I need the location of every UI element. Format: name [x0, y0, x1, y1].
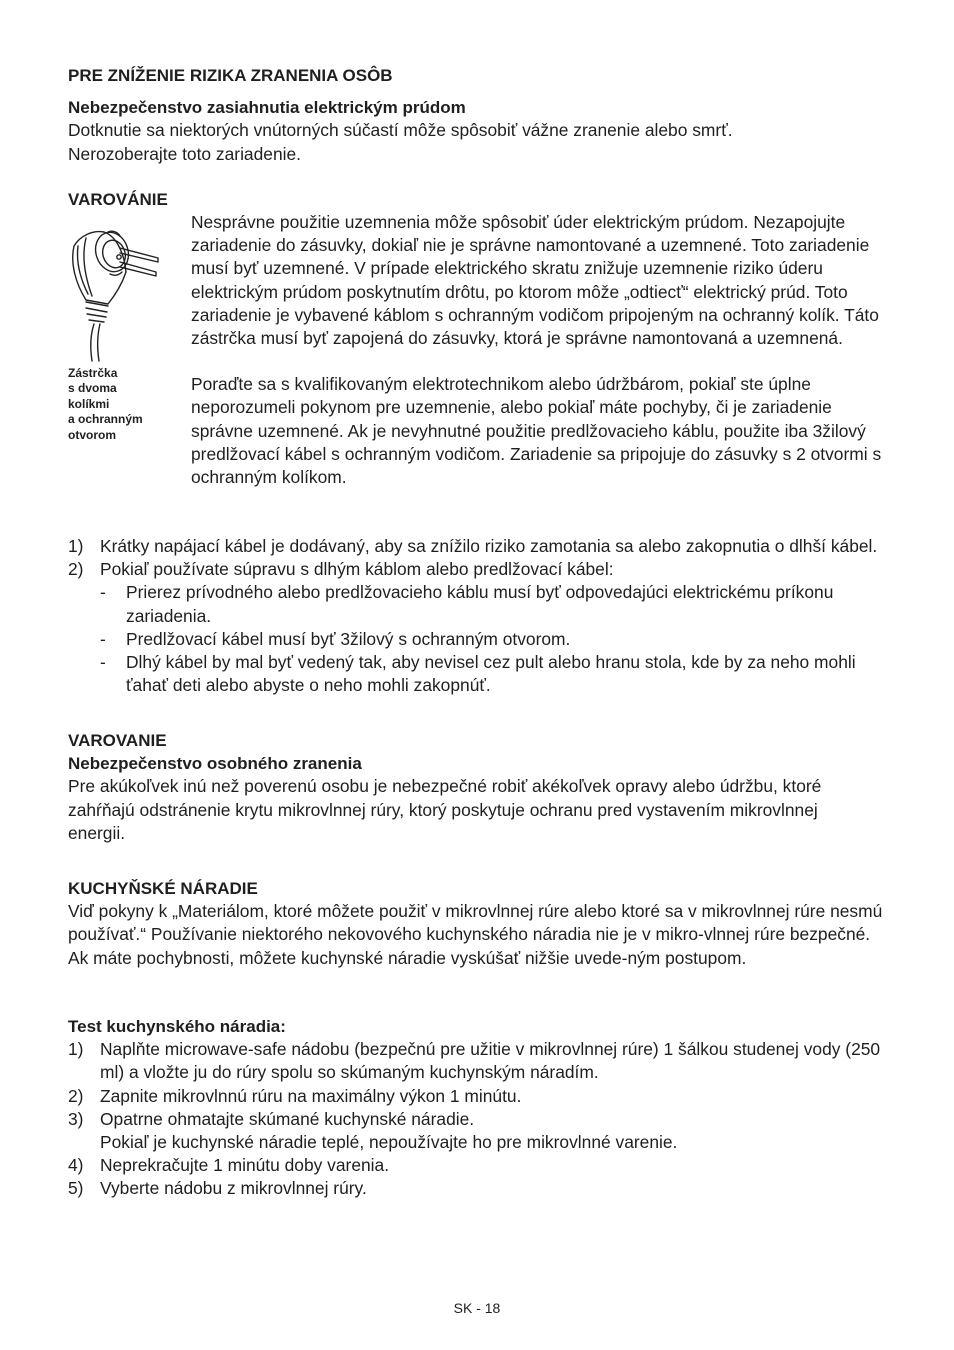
subheading-personal-injury: Nebezpečenstvo osobného zranenia [68, 754, 362, 774]
caption-line: a ochranným [68, 412, 143, 427]
heading-risk: PRE ZNÍŽENIE RIZIKA ZRANENIA OSÔB [68, 66, 393, 85]
section-personal-injury [68, 729, 894, 845]
paragraph-electric-shock: Dotknutie sa niektorých vnútorných súčastí môže spôsobiť vážne zranenie alebo smrť. Nerozoberajte toto zariadenie. [68, 120, 733, 164]
list-text: Opatrne ohmatajte skúmané kuchynské náradie. [100, 1108, 475, 1129]
dash-text: Dlhý kábel by mal byť vedený tak, aby nevisel cez pult alebo hranu stola, kde by za neho mohli ťahať deti alebo abyste o neho mohli zakopnúť. [126, 652, 856, 696]
caption-line: Zástrčka [68, 366, 118, 380]
plug-caption [68, 366, 178, 443]
list-number: 5) [68, 1178, 84, 1199]
list-text: Neprekračujte 1 minútu doby varenia. [100, 1155, 390, 1176]
dash-item [68, 581, 862, 627]
paragraph-kitchen-utensils: Viď pokyny k „Materiálom, ktoré môžete použiť v mikrovlnnej rúre alebo ktoré sa v mikrovlnnej rúre nesmú používať.“ Používanie niektorého nekovového kuchynského náradia nie je v mikro-vlnnej rúre bezpečné. Ak máte pochybnosti, môžete kuchynské náradie vyskúšať nižšie uvede-ným postupom. [68, 901, 883, 968]
list-item [68, 1085, 894, 1108]
list-item [68, 1154, 894, 1177]
paragraph-personal-injury: Pre akúkoľvek inú než poverenú osobu je nebezpečné robiť akékoľvek opravy alebo údržbu, ktoré zahŕňajú odstránenie krytu mikrovlnnej rúry, ktorý poskytuje ochranu pred vystavením mikrovlnnej energii. [68, 776, 822, 843]
dash-mark: - [100, 582, 106, 603]
paragraph-grounding-2: Poraďte sa s kvalifikovaným elektrotechnikom alebo údržbárom, pokiaľ ste úplne neporozumeli pokynom pre uzemnenie, alebo pokiaľ máte pochyby, či je zariadenie správne uzemnené. Ak je nevyhnutné použitie predlžovacieho káblu, použite iba 3žilový predlžovací kábel s ochranným vodičom. Zariadenie sa pripojuje do zásuvky s 2 otvormi s ochranným kolíkom. [191, 374, 882, 488]
list-number: 1) [68, 536, 84, 556]
dash-text: Predlžovací kábel musí byť 3žilový s ochranným otvorom. [126, 628, 571, 649]
caption-line: otvorom [68, 427, 116, 442]
list-item [68, 535, 892, 558]
list-text: Vyberte nádobu z mikrovlnnej rúry. [100, 1178, 367, 1199]
list-item [68, 1038, 894, 1084]
section-utensil-test [68, 1015, 894, 1201]
list-text: Naplňte microwave-safe nádobu (bezpečnú pre užitie v mikrovlnnej rúre) 1 šálkou studenej vody (250 ml) a vložte ju do rúry spolu so skúmaným kuchynským náradím. [100, 1039, 881, 1083]
heading-utensil-test: Test kuchynského náradia: [68, 1017, 286, 1036]
list-number: 3) [68, 1108, 84, 1129]
heading-kitchen-utensils: KUCHYŇSKÉ NÁRADIE [68, 879, 258, 898]
cable-list [68, 535, 892, 697]
dash-text: Prierez prívodného alebo predlžovacieho káblu musí byť odpovedajúci elektrickému príkonu zariadenia. [126, 582, 834, 626]
caption-line: kolíkmi [68, 396, 110, 411]
section-kitchen-utensils [68, 877, 894, 970]
list-number: 4) [68, 1155, 84, 1176]
heading-warning-grounding: VAROVÁNIE [68, 190, 168, 209]
section-risk [68, 64, 894, 166]
list-item [68, 558, 892, 581]
list-text-extra: Pokiaľ je kuchynské náradie teplé, nepoužívajte ho pre mikrovlnné varenie. [100, 1132, 678, 1153]
grounded-plug-illustration [64, 224, 172, 362]
dash-mark: - [100, 652, 106, 673]
list-text: Krátky napájací kábel je dodávaný, aby sa znížilo riziko zamotania sa alebo zakopnutia o dlhší kábel. [100, 536, 878, 556]
heading-warning-injury: VAROVANIE [68, 731, 167, 750]
page-number: SK - 18 [453, 1300, 501, 1316]
paragraph-grounding-1: Nesprávne použitie uzemnenia môže spôsobiť úder elektrickým prúdom. Nezapojujte zariadenie do zásuvky, dokiaľ nie je správne namontované a uzemnené. Toto zariadenie musí byť uzemnené. V prípade elektrického skratu znižuje uzemnenie riziko úderu elektrickým prúdom poskytnutím drôtu, po ktorom môže „odtiecť“ elektrický prúd. Toto zariadenie je vybavené káblom s ochranným vodičom pripojeným na ochranný kolík. Táto zástrčka musí byť zapojená do zásuvky, ktorá je správne namontovaná a uzemnená. [191, 212, 879, 349]
warning-grounding-text [191, 211, 892, 489]
list-number: 1) [68, 1039, 84, 1060]
list-text: Pokiaľ používate súpravu s dlhým káblom alebo predlžovací kábel: [100, 559, 614, 580]
list-number: 2) [68, 559, 84, 580]
list-item [68, 1108, 894, 1154]
dash-item [68, 651, 862, 697]
dash-item [68, 628, 862, 651]
list-text: Zapnite mikrovlnnú rúru na maximálny výkon 1 minútu. [100, 1085, 522, 1106]
caption-line: s dvoma [68, 381, 117, 396]
dash-mark: - [100, 628, 106, 649]
list-number: 2) [68, 1085, 84, 1106]
subheading-electric-shock: Nebezpečenstvo zasiahnutia elektrickým prúdom [68, 98, 466, 118]
list-item [68, 1177, 894, 1200]
